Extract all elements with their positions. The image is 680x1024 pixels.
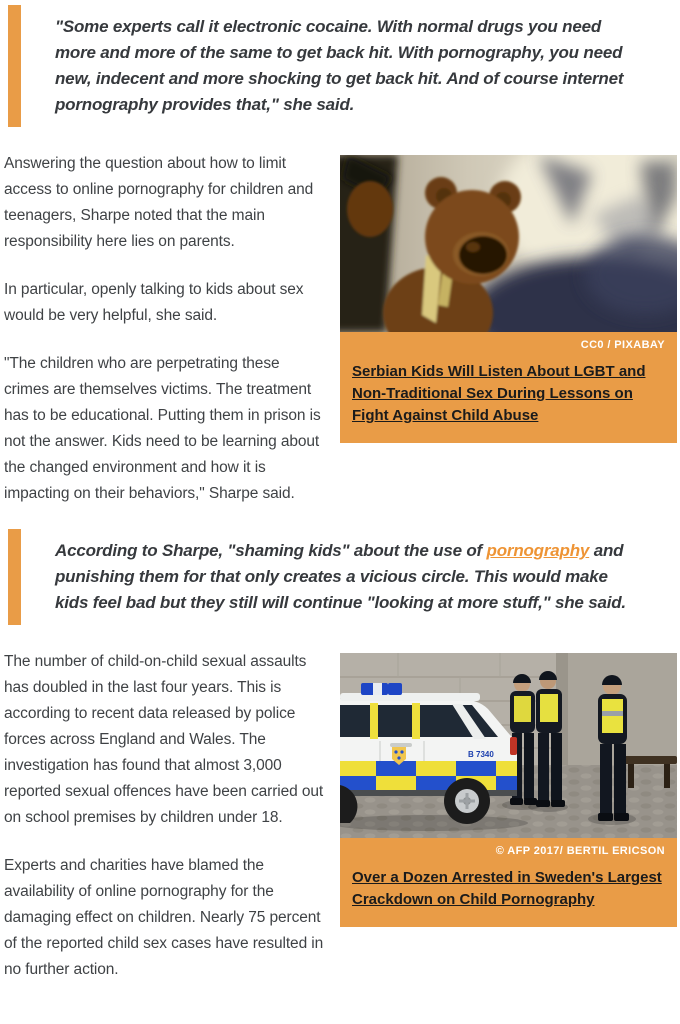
teddy-bear-photo-illustration — [340, 155, 677, 332]
pull-quote-2 — [8, 529, 627, 625]
caption-box-1 — [340, 332, 677, 443]
caption-box-2 — [340, 838, 677, 927]
police-photo-illustration — [340, 653, 677, 838]
pull-quote-2-after: and punishing them for that only creates a vicious circle. This would make kids feel bad but they still will continue "looking at more stuff," she said. — [55, 541, 626, 612]
media-block-police — [340, 653, 677, 927]
pornography-link[interactable]: pornography — [486, 541, 590, 560]
paragraph-5: Experts and charities have blamed the availability of online pornography for the damaging effect on children. Nearly 75 percent of the reported child sex cases have resulted in no further action. — [4, 857, 324, 978]
paragraph-1: Answering the question about how to limit access to online pornography for children and teenagers, Sharpe noted that the main responsibility here lies on parents. — [4, 155, 314, 250]
pull-quote-1-text: "Some experts call it electronic cocaine. With normal drugs you need more and more of the same to get back hit. With pornography, you need new, indecent and more shocking to get back hit. And of course internet pornography provides that," she said. — [55, 17, 624, 114]
swedish-police-photo — [340, 653, 677, 838]
paragraph-2: In particular, openly talking to kids about sex would be very helpful, she said. — [4, 281, 304, 324]
media-block-teddy-bear — [340, 155, 677, 443]
related-article-link-1[interactable]: Serbian Kids Will Listen About LGBT and Non-Traditional Sex During Lessons on Fight Against Child Abuse — [352, 363, 646, 424]
paragraph-4: The number of child-on-child sexual assaults has doubled in the last four years. This is according to recent data released by police forces across England and Wales. The investigation has found that almost 3,000 reported sexual offences have been carried out on school premises by children under 18. — [4, 653, 324, 826]
pull-quote-2-text — [55, 538, 627, 616]
related-article-link-2[interactable]: Over a Dozen Arrested in Sweden's Largest Crackdown on Child Pornography — [352, 869, 662, 908]
pull-quote-2-before: According to Sharpe, "shaming kids" about the use of — [55, 541, 487, 560]
teddy-bear-photo — [340, 155, 677, 332]
pull-quote-1 — [8, 5, 627, 127]
paragraph-3: "The children who are perpetrating these crimes are themselves victims. The treatment has to be educational. Putting them in prison is not the answer. Kids need to be learning about the changed environment and how it is impacting on their behaviors," Sharpe said. — [4, 355, 321, 502]
car-number-text: B 7340 — [468, 750, 494, 759]
photo-credit-2: © AFP 2017/ BERTIL ERICSON — [495, 845, 665, 857]
photo-credit-1: CC0 / PIXABAY — [580, 339, 665, 351]
